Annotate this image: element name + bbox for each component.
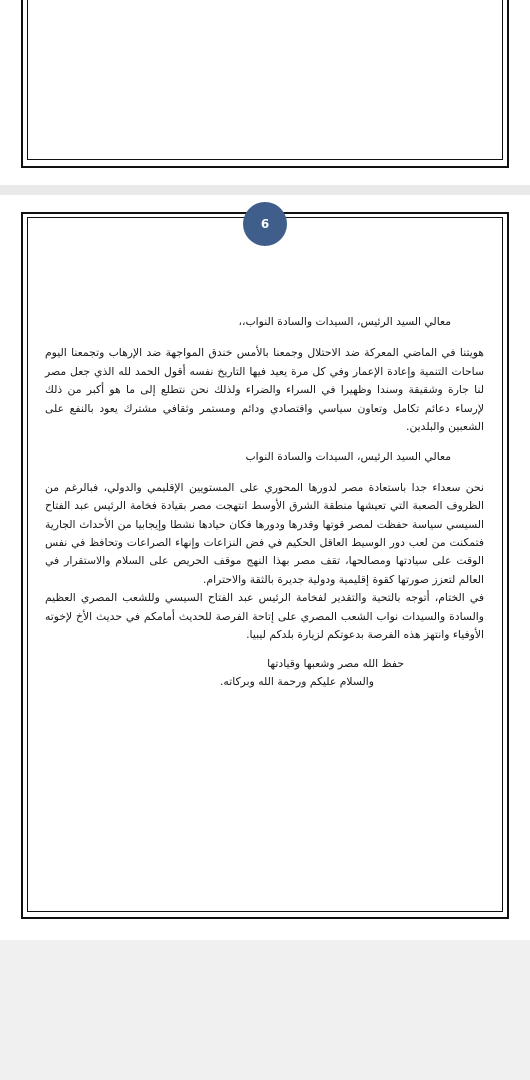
document-body — [45, 313, 484, 691]
closing-line-2: والسلام عليكم ورحمة الله وبركاته. — [219, 674, 374, 688]
paragraph-conclusion: في الختام، أتوجه بالتحية والتقدير لفخامة الرئيس عبد الفتاح السيسي وللشعب المصري العظيم والسادة والسيدات نواب الشعب المصري على إتاحة الفرصة للحديث أمامكم في حديث الأخ لإخوته الأوفياء وانتهز هذه الفرصة بدعوتكم لزيارة بلدكم ليبيا. — [45, 591, 484, 642]
viewer-background — [0, 940, 530, 1080]
closing-line-1: حفظ الله مصر وشعبها وقيادتها — [267, 656, 404, 670]
salutation-second: معالي السيد الرئيس، السيدات والسادة النواب — [245, 450, 451, 464]
page-border-inner — [27, 0, 503, 160]
paragraph-history: هويتنا في الماضي المعركة ضد الاحتلال وجمعنا بالأمس خندق المواجهة ضد الإرهاب وتجمعنا اليوم ساحات التنمية وإعادة الإعمار وفي كل مرة يعيد فيها التاريخ نفسه أقول الحمد لله الذي جعل مصر لنا جارة وشقيقة وسندا وظهيرا في السراء والضراء ولذلك نحن نتطلع إلى ما هو أكبر من ذلك لإرساء دعائم تكامل وتعاون سياسي واقتصادي ودائم ومستمر وثقافي مشترك يعود بالنفع على الشعبين والبلدين. — [45, 346, 484, 434]
paragraph-egypt-role: نحن سعداء جدا باستعادة مصر لدورها المحوري على المستويين الإقليمي والدولي، فبالرغم من الظروف الصعبة التي تعيشها منطقة الشرق الأوسط انتهجت مصر بقيادة فخامة الرئيس عبد الفتاح السيسي سياسة حفظت لمصر قوتها وقدرها ودورها فكان حيادها نشطا وإيجابيا من الأحداث الجارية فتمكنت من لعب دور الوسيط العاقل الحكيم في فض النزاعات وإنهاء الصراعات وتحافظ في نفس الوقت على سيادتها ومصالحها، تقف مصر بهذا النهج موقف الحريص على السلام والاستقرار في العالم لتعزز صورتها كقوة إقليمية ودولية جديرة بالثقة والاحترام. — [45, 480, 484, 586]
salutation-first: معالي السيد الرئيس، السيدات والسادة النواب،، — [238, 315, 451, 328]
page-number-badge: 6 — [243, 202, 287, 246]
document-page — [0, 195, 530, 940]
previous-page — [0, 0, 530, 185]
page-separator — [0, 185, 530, 195]
